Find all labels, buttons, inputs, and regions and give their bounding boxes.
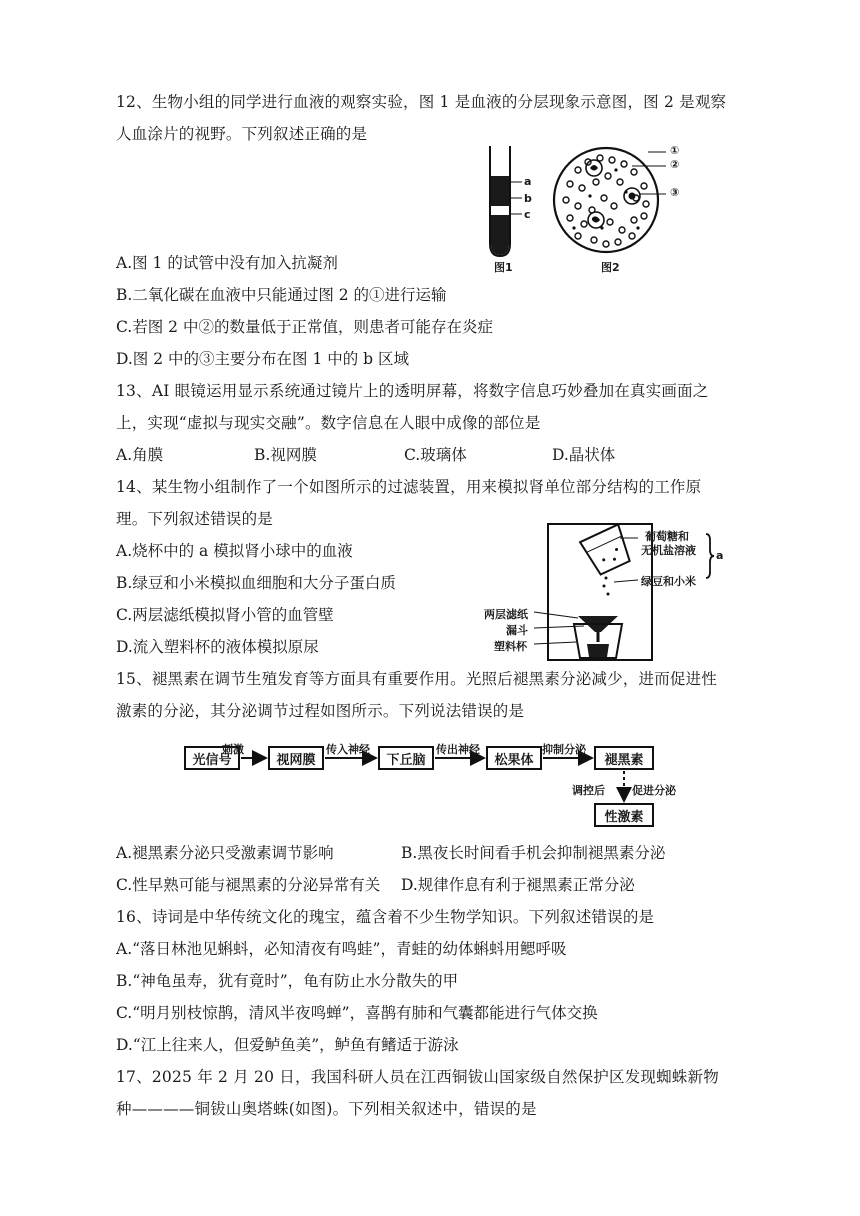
- q14-label-cup: 塑料杯: [494, 640, 527, 653]
- q12-stem-line1: 12、生物小组的同学进行血液的观察实验，图 1 是血液的分层现象示意图，图 2 是观察: [116, 93, 727, 111]
- q12-figure2-blood-smear: [548, 140, 688, 260]
- q14-label-a: a: [716, 549, 724, 562]
- q15-option-b[interactable]: B.黑夜长时间看手机会抑制褪黑素分泌: [401, 844, 666, 862]
- q15-flow-box-light-signal: 光信号: [184, 746, 240, 770]
- q13-stem-line1: 13、AI 眼镜运用显示系统通过镜片上的透明屏幕，将数字信息巧妙叠加在真实画面之: [116, 382, 709, 400]
- q14-option-c[interactable]: C.两层滤纸模拟肾小管的血管壁: [116, 606, 334, 624]
- q12-fig2-label-2: ②: [670, 158, 680, 171]
- q15-arrow-label-promote: 促进分泌: [632, 784, 676, 797]
- q12-option-b[interactable]: B.二氧化碳在血液中只能通过图 2 的①进行运输: [116, 286, 447, 304]
- q12-fig2-caption: 图2: [601, 261, 620, 274]
- q16-stem: 16、诗词是中华传统文化的瑰宝，蕴含着不少生物学知识。下列叙述错误的是: [116, 908, 655, 926]
- q15-arrow-label-stimulus: 刺激: [222, 743, 244, 756]
- q14-option-a[interactable]: A.烧杯中的 a 模拟肾小球中的血液: [116, 542, 353, 560]
- q16-option-c[interactable]: C.“明月别枝惊鹊，清风半夜鸣蝉”，喜鹊有肺和气囊都能进行气体交换: [116, 1004, 598, 1022]
- q14-option-b[interactable]: B.绿豆和小米模拟血细胞和大分子蛋白质: [116, 574, 396, 592]
- q12-fig2-label-1: ①: [670, 144, 680, 157]
- q15-arrow-label-afferent: 传入神经: [326, 743, 370, 756]
- q15-stem-line2: 激素的分泌，其分泌调节过程如图所示。下列说法错误的是: [116, 702, 525, 720]
- q15-flow-box-sex-hormone: 性激素: [594, 803, 654, 827]
- q15-flow-box-melatonin: 褪黑素: [594, 746, 654, 770]
- q16-option-b[interactable]: B.“神龟虽寿，犹有竟时”，龟有防止水分散失的甲: [116, 972, 459, 990]
- q14-label-beans: 绿豆和小米: [641, 575, 696, 588]
- q13-option-a[interactable]: A.角膜: [116, 446, 164, 464]
- q12-option-d[interactable]: D.图 2 中的③主要分布在图 1 中的 b 区域: [116, 350, 410, 368]
- q15-arrow-label-efferent: 传出神经: [436, 743, 480, 756]
- q17-stem-line1: 17、2025 年 2 月 20 日，我国科研人员在江西铜钹山国家级自然保护区发现蜘蛛新物: [116, 1068, 719, 1086]
- q15-flow-arrows: [180, 740, 660, 810]
- q15-arrow-label-inhibit: 抑制分泌: [542, 743, 586, 756]
- q13-option-d[interactable]: D.晶状体: [552, 446, 616, 464]
- q16-option-d[interactable]: D.“江上往来人，但爱鲈鱼美”，鲈鱼有鳍适于游泳: [116, 1036, 459, 1054]
- q12-option-a[interactable]: A.图 1 的试管中没有加入抗凝剂: [116, 254, 338, 272]
- q12-fig1-label-a: a: [524, 175, 532, 188]
- q15-option-a[interactable]: A.褪黑素分泌只受激素调节影响: [116, 844, 334, 862]
- q17-stem-line2: 种————铜钹山奥塔蛛(如图)。下列相关叙述中，错误的是: [116, 1100, 537, 1118]
- q14-label-solution-line2: 无机盐溶液: [641, 544, 696, 557]
- q15-arrow-label-after-regulation: 调控后: [572, 784, 605, 797]
- q12-figure1-test-tube: [478, 140, 558, 275]
- q15-option-c[interactable]: C.性早熟可能与褪黑素的分泌异常有关: [116, 876, 381, 894]
- q15-flow-box-pineal: 松果体: [486, 746, 542, 770]
- q15-stem-line1: 15、褪黑素在调节生殖发育等方面具有重要作用。光照后褪黑素分泌减少，进而促进性: [116, 670, 718, 688]
- q12-option-c[interactable]: C.若图 2 中②的数量低于正常值，则患者可能存在炎症: [116, 318, 493, 336]
- q14-stem-line2: 理。下列叙述错误的是: [116, 510, 274, 528]
- q13-option-b[interactable]: B.视网膜: [254, 446, 317, 464]
- q15-flow-box-hypothalamus: 下丘脑: [378, 746, 434, 770]
- q15-flow-box-retina: 视网膜: [268, 746, 324, 770]
- q14-label-funnel: 漏斗: [506, 624, 528, 637]
- q13-stem-line2: 上，实现“虚拟与现实交融”。数字信息在人眼中成像的部位是: [116, 414, 541, 432]
- q12-stem-line2: 人血涂片的视野。下列叙述正确的是: [116, 125, 368, 143]
- q16-option-a[interactable]: A.“落日林池见蝌蚪，必知清夜有鸣蛙”，青蛙的幼体蝌蚪用鳃呼吸: [116, 940, 567, 958]
- q12-fig2-label-3: ③: [670, 186, 680, 199]
- q13-option-c[interactable]: C.玻璃体: [404, 446, 467, 464]
- q12-fig1-caption: 图1: [494, 261, 513, 274]
- q14-option-d[interactable]: D.流入塑料杯的液体模拟原尿: [116, 638, 319, 656]
- q14-label-paper: 两层滤纸: [484, 608, 528, 621]
- q14-label-solution-line1: 葡萄糖和: [645, 530, 689, 543]
- q14-stem-line1: 14、某生物小组制作了一个如图所示的过滤装置，用来模拟肾单位部分结构的工作原: [116, 478, 702, 496]
- q12-fig1-label-c: c: [524, 208, 531, 221]
- q15-option-d[interactable]: D.规律作息有利于褪黑素正常分泌: [401, 876, 635, 894]
- q12-fig1-label-b: b: [524, 192, 532, 205]
